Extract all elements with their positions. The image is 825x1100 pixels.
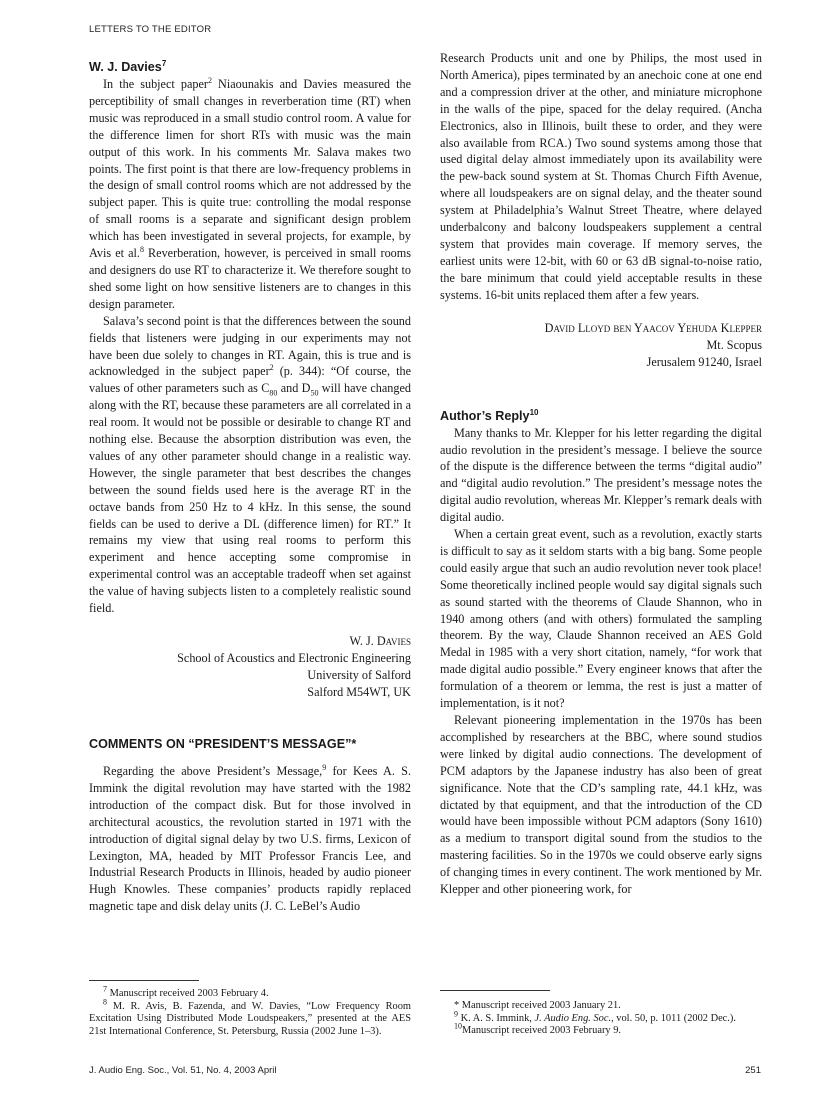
klepper-signature bbox=[440, 320, 762, 371]
signature-affiliation: Salford M54WT, UK bbox=[307, 685, 411, 699]
footnote-7: $^7$ Manuscript received 2003 February 4. bbox=[103, 984, 269, 999]
reply-paragraph-3: Relevant pioneering implementation in the 1970s has been accomplished by researchers at the BBC, where sound studios were linked by digital audio connections. The development of PCM adaptors by the Japanese industry has also been of great significance. Note that the CD’s sampling rate, 44.1 kHz, was dictated by that equipment, and that the introduction of the CD would have been impossible without PCM adaptors (Sony 1610) as a medium to transport digital sound from the studios to the mastering facilities. So in the 1970s we could observe early signs of changing times in every continent. The work mentioned by Mr. Klepper and other pioneering work, for bbox=[440, 713, 762, 897]
davies-signature bbox=[89, 633, 411, 701]
footnote-8: $^8$ M. R. Avis, B. Fazenda, and W. Davies, “Low Frequency Room Excitation Using Distributed Mode Loudspeakers,” presented at the AES 21st International Conference, St. Petersburg, Russia (2002 June 1–3). bbox=[89, 997, 411, 1037]
comments-paragraph-continued: Research Products unit and one by Philips, the most used in North America), pipes terminated by an anechoic cone at one end and a compression driver at the other, and miniature microphone in the walls of the pipe, spaced for the delay required. (Ancha Electronics, also in Illinois, built these to order, and they were also available from RCA.) Two sound systems among those that used digital delay almost immediately upon its availability were the pew-back sound system at St. Thomas Church Fifth Avenue, where all loudspeakers are on signal delay, and the theater sound system at Philadelphia’s Walnut Street Theatre, where delayed underbalcony and balcony loudspeakers supplement a central system that provides main coverage. If memory serves, the earliest units were 12-bit, with 60 or 63 dB signal-to-noise ratio, the bare minimum that could yield acceptable results in these systems. 16-bit units replaced them after a few years. bbox=[440, 51, 762, 302]
right-column bbox=[440, 50, 762, 1036]
signature-name: W. J. Davies bbox=[349, 634, 411, 648]
comments-letter bbox=[89, 737, 411, 915]
reply-paragraph-1: Many thanks to Mr. Klepper for his letter regarding the digital audio revolution in the president’s message. I believe the source of the dispute is the difference between the terms “digital audio” and “digital audio revolution.” The president’s message notes the digital audio revolution, whereas Mr. Klepper’s remark deals with digital audio. bbox=[440, 425, 762, 525]
reply-heading: Author’s Reply$^{10}$ bbox=[440, 407, 539, 423]
davies-letter bbox=[89, 60, 411, 701]
footnote-rule bbox=[440, 990, 550, 991]
footnote-rule bbox=[89, 980, 199, 981]
journal-citation: J. Audio Eng. Soc., Vol. 51, No. 4, 2003 April bbox=[89, 1065, 277, 1076]
davies-heading: W. J. Davies$^7$ bbox=[89, 58, 167, 74]
footnote-9: $^9$ K. A. S. Immink, J. Audio Eng. Soc., vol. 50, p. 1011 (2002 Dec.). bbox=[454, 1009, 736, 1024]
signature-affiliation: Mt. Scopus bbox=[706, 337, 762, 352]
footnote-10: $^{10}$Manuscript received 2003 February 9. bbox=[454, 1021, 621, 1036]
davies-paragraph-1: In the subject paper$^2$ Niaounakis and Davies measured the perceptibility of small changes in reverberation time (RT) when music was reproduced in a small studio control room. A value for the difference limen for short RTs with music was the main output of this work. In his comments Mr. Salava makes two points. The first point is that there are low-frequency problems in the design of small control rooms which are not addressed by the subject paper. This is quite true: controlling the modal response of small rooms is a separate and significant design problem which has been investigated in several projects, for example, by Avis et al.$^8$ Reverberation, however, is perceived in small rooms and designers do use RT to characterize it. We therefore sought to shed some light on how sensitive listeners are to changes in this design parameter. bbox=[89, 75, 411, 311]
reply-paragraph-2: When a certain great event, such as a revolution, exactly starts is difficult to say as it seldom starts with a big bang. Some people could easily argue that such an audio revolution never took place! Some theoretically inclined people would say digital signals such as sound started with the theorems of Claude Shannon, who in 1940 among others (and with others) formulated the sampling theorem. By the way, Claude Shannon received an AES Gold Medal in 1985 with a very short citation, namely, “for work that made digital audio possible.” Every engineer knows that after the formulation of a theorem or lemma, the rest is just a matter of implementation, is it not? bbox=[440, 527, 762, 711]
left-column bbox=[89, 50, 412, 1037]
page-number: 251 bbox=[745, 1065, 761, 1076]
right-footnotes bbox=[440, 990, 762, 1038]
footnote-star: * Manuscript received 2003 January 21. bbox=[454, 1000, 621, 1011]
davies-paragraph-2: Salava’s second point is that the differences between the sound fields that listeners were judging in our experiments may not have been due solely to changes in RT. Again, this is true and is acknowledged in the subject paper$^2$ (p. 344): “Of course, the values of other parameters such as $C_{80}$ and $D_{50}$ will have changed along with the RT, because these parameters are all correlated in a real room. It would not be possible or desirable to change RT and nothing else. Because the absorption distribution was even, the values of any other parameter should change in a realistic way. However, the single parameter that best describes the changes between the sound fields used here is the average RT in the octave bands from 250 Hz to 4 kHz. In this sense, the sound fields can be used to derive a DL (difference limen) for RT.” It remains my view that using real rooms to perform this experiment and hence accepting some compromise in experimental control was an acceptable tradeoff when set against the value of having subjects listen to a completely realistic sound field. bbox=[89, 313, 411, 616]
comments-paragraph-1: Regarding the above President’s Message,$^9$ for Kees A. S. Immink the digital revolution may have started with the 1982 introduction of the compact disk. But for those involved in architectural acoustics, the revolution started in 1971 with the introduction of digital signal delay by two U.S. firms, Lexicon of Lexington, MA, headed by MIT Professor Francis Lee, and Industrial Research Products in Illinois, headed by audio pioneer Hugh Knowles. These companies’ products rapidly replaced magnetic tape and disk delay units (J. C. LeBel’s Audio bbox=[89, 762, 412, 914]
signature-affiliation: Jerusalem 91240, Israel bbox=[646, 354, 762, 369]
running-head: LETTERS TO THE EDITOR bbox=[89, 24, 212, 35]
comments-heading: COMMENTS ON “PRESIDENT’S MESSAGE”* bbox=[89, 737, 357, 751]
author-reply bbox=[440, 409, 762, 898]
left-footnotes bbox=[89, 980, 411, 1038]
signature-affiliation: School of Acoustics and Electronic Engineering bbox=[177, 651, 411, 665]
signature-affiliation: University of Salford bbox=[307, 668, 411, 682]
signature-name: David Lloyd ben Yaacov Yehuda Klepper bbox=[544, 320, 762, 335]
